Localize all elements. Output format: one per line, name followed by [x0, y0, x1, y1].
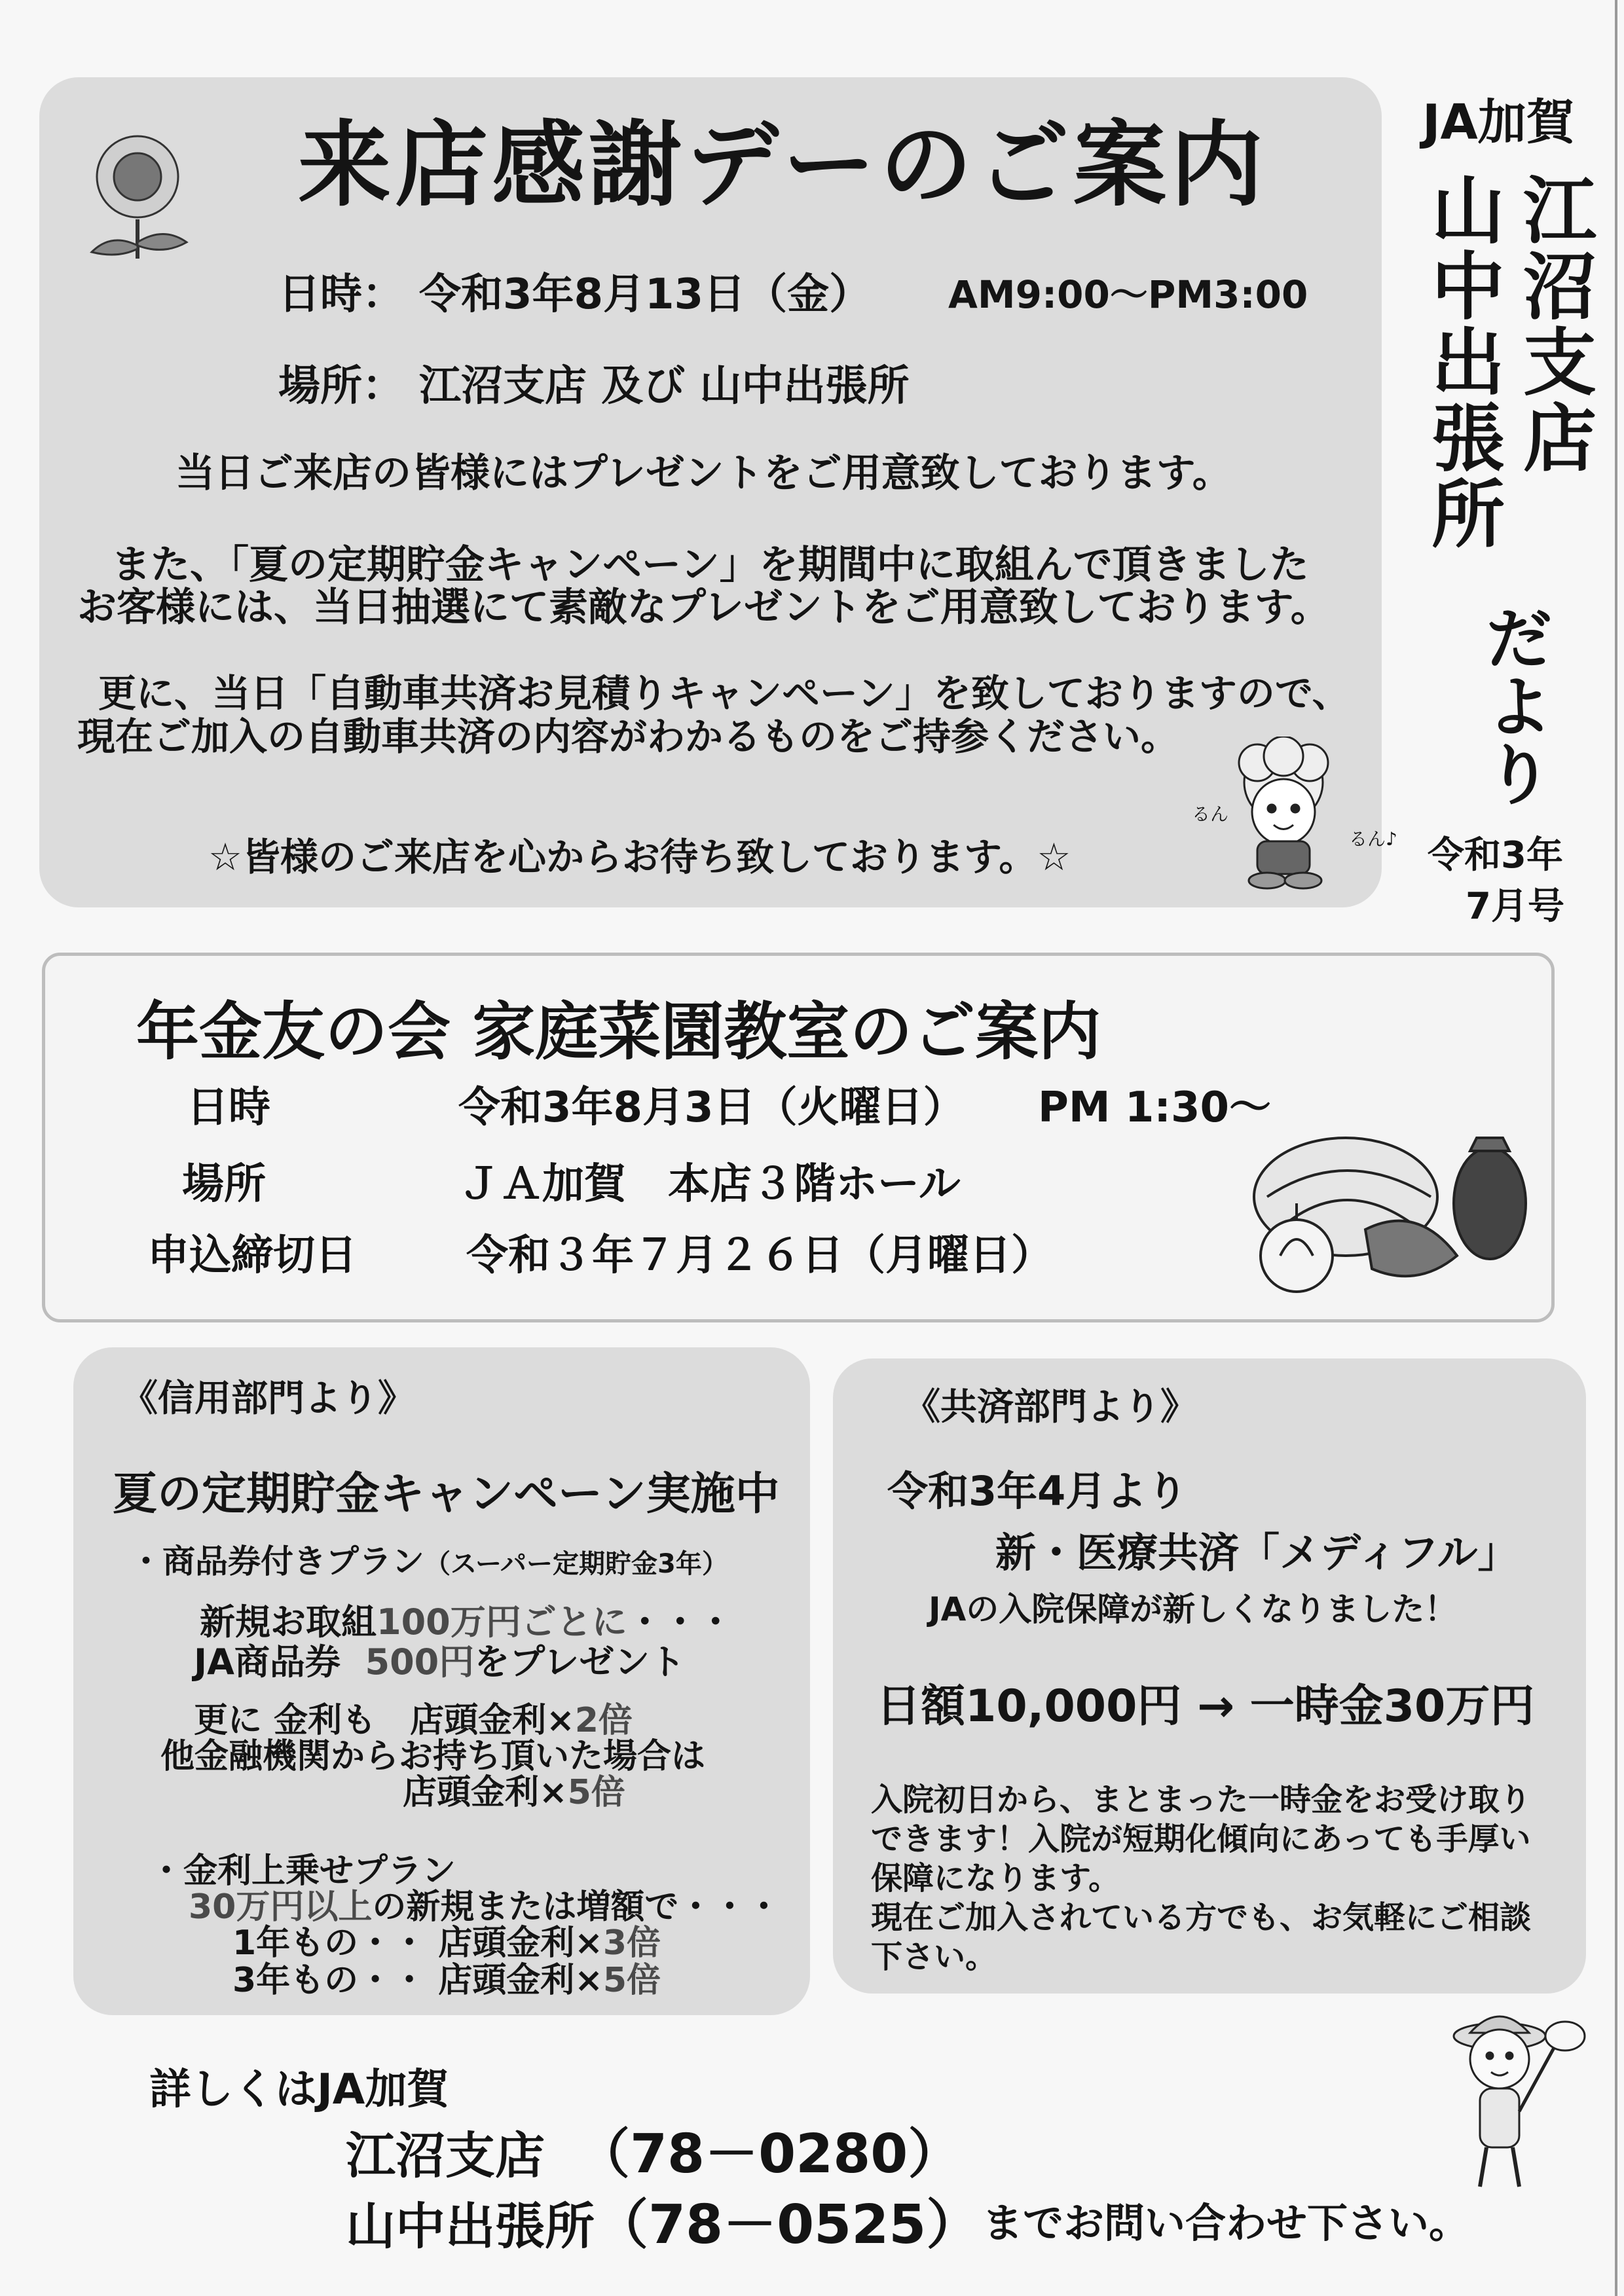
mutual-product: 新・医療共済「メディフル」: [995, 1529, 1519, 1576]
credit-rate-line1: 更に 金利も 店頭金利×2倍: [194, 1701, 633, 1740]
contact-intro: 詳しくはJA加賀: [149, 2066, 449, 2114]
place-label: 場所：: [278, 362, 404, 410]
mutual-body5: 下さい。: [871, 1939, 997, 1975]
masthead-col-ejima: [1523, 169, 1596, 482]
credit-plan1-line1: 新規お取組100万円ごとに・・・: [200, 1601, 733, 1643]
contact-phone2: （78－0525）: [595, 2194, 980, 2256]
credit-header: 《信用部門より》: [121, 1377, 415, 1420]
contact-branch2: 山中出張所: [346, 2197, 595, 2255]
thanks-day-line2: また、「夏の定期貯金キャンペーン」を期間中に取組んで頂きました: [111, 542, 1309, 588]
garden-row-value: 令和３年７月２６日（月曜日）: [466, 1231, 1053, 1280]
credit-rate-line2: 他金融機関からお持ち頂いた場合は: [160, 1737, 706, 1776]
masthead-char: り: [1486, 737, 1552, 814]
sunflower-icon: [72, 128, 203, 265]
garden-row-value: 令和3年8月3日（火曜日）: [458, 1084, 965, 1132]
credit-campaign: 夏の定期貯金キャンペーン実施中: [113, 1468, 780, 1520]
credit-plan2-line1: 30万円以上の新規または増額で・・・: [189, 1887, 781, 1927]
masthead-char: 中: [1431, 245, 1505, 330]
masthead-col-yamanaka: [1431, 169, 1505, 558]
masthead-issue-year: 令和3年: [1428, 834, 1563, 877]
contact-phone1: （78－0280）: [576, 2123, 962, 2185]
place-value: 江沼支店 及び 山中出張所: [419, 362, 910, 410]
thanks-day-closing: ☆皆様のご来店を心からお待ち致しております。☆: [208, 835, 1071, 879]
contact-closing: までお問い合わせ下さい。: [982, 2199, 1470, 2247]
garden-row-value: ＪＡ加賀 本店３階ホール: [458, 1160, 961, 1209]
page-edge-line: [1615, 0, 1617, 2296]
vegetables-illustration: [1247, 1125, 1536, 1295]
masthead-char: 出: [1431, 321, 1505, 406]
masthead-char: 所: [1431, 473, 1505, 558]
masthead-char: 張: [1431, 397, 1505, 482]
credit-plan1-line2: JA商品券 500円をプレゼント: [194, 1641, 686, 1683]
masthead-char: 支: [1523, 321, 1596, 406]
mascot-sound-left: るん: [1192, 803, 1229, 825]
credit-plan1-title: ・商品券付きプラン（スーパー定期貯金3年）: [130, 1542, 728, 1580]
garden-row-label: 場所: [182, 1160, 266, 1209]
datetime-label: 日時：: [278, 270, 404, 319]
credit-plan2-line2: 1年もの・・ 店頭金利×3倍: [232, 1923, 661, 1963]
masthead-char: 店: [1523, 397, 1596, 482]
mutual-header: 《共済部門より》: [904, 1386, 1197, 1429]
datetime-value: 令和3年8月13日（金）: [419, 270, 872, 319]
masthead-org: JA加賀: [1422, 94, 1575, 151]
credit-plan2-title: ・金利上乗せプラン: [149, 1851, 456, 1891]
mutual-body1: 入院初日から、まとまった一時金をお受け取り: [871, 1781, 1532, 1818]
masthead-dayori: [1486, 601, 1552, 814]
mutual-body4: 現在ご加入されている方でも、お気軽にご相談: [871, 1899, 1532, 1936]
masthead-char: 沼: [1523, 245, 1596, 330]
masthead-char: 江: [1523, 169, 1596, 254]
masthead-issue-month: 7月号: [1466, 885, 1564, 928]
child-with-net-illustration: [1437, 2003, 1588, 2213]
contact-branch1: 江沼支店: [346, 2126, 545, 2185]
mutual-since: 令和3年4月より: [887, 1467, 1188, 1515]
mutual-body2: できます！入院が短期化傾向にあっても手厚い: [871, 1821, 1531, 1857]
masthead-char: だ: [1486, 601, 1552, 678]
credit-rate-line3: 店頭金利×5倍: [403, 1773, 625, 1812]
mutual-highlight: 日額10,000円 → 一時金30万円: [876, 1681, 1535, 1732]
masthead-char: よ: [1486, 669, 1552, 746]
mutual-body3: 保障になります。: [871, 1860, 1120, 1897]
thanks-day-line5: 現在ご加入の自動車共済の内容がわかるものをご持参ください。: [77, 714, 1179, 759]
thanks-day-title: 来店感謝デーのご案内: [298, 111, 1267, 219]
garden-row-extra: PM 1:30〜: [1038, 1084, 1272, 1132]
masthead-char: 山: [1431, 169, 1505, 254]
thanks-day-line4: 更に、当日「自動車共済お見積りキャンペーン」を致しておりますので、: [98, 671, 1350, 716]
thanks-day-line3: お客様には、当日抽選にて素敵なプレゼントをご用意致しております。: [77, 585, 1330, 630]
mascot-illustration: [1205, 737, 1382, 897]
garden-class-title: 年金友の会 家庭菜園教室のご案内: [136, 995, 1101, 1068]
garden-row-label: 申込締切日: [147, 1231, 357, 1280]
thanks-day-line1: 当日ご来店の皆様にはプレゼントをご用意致しております。: [175, 450, 1232, 496]
mutual-subtitle: JAの入院保障が新しくなりました！: [929, 1590, 1458, 1628]
time-value: AM9:00〜PM3:00: [948, 272, 1308, 317]
garden-row-label: 日時: [187, 1084, 270, 1132]
credit-plan2-line3: 3年もの・・ 店頭金利×5倍: [232, 1961, 661, 2000]
mascot-sound-right: るん♪: [1349, 828, 1397, 850]
